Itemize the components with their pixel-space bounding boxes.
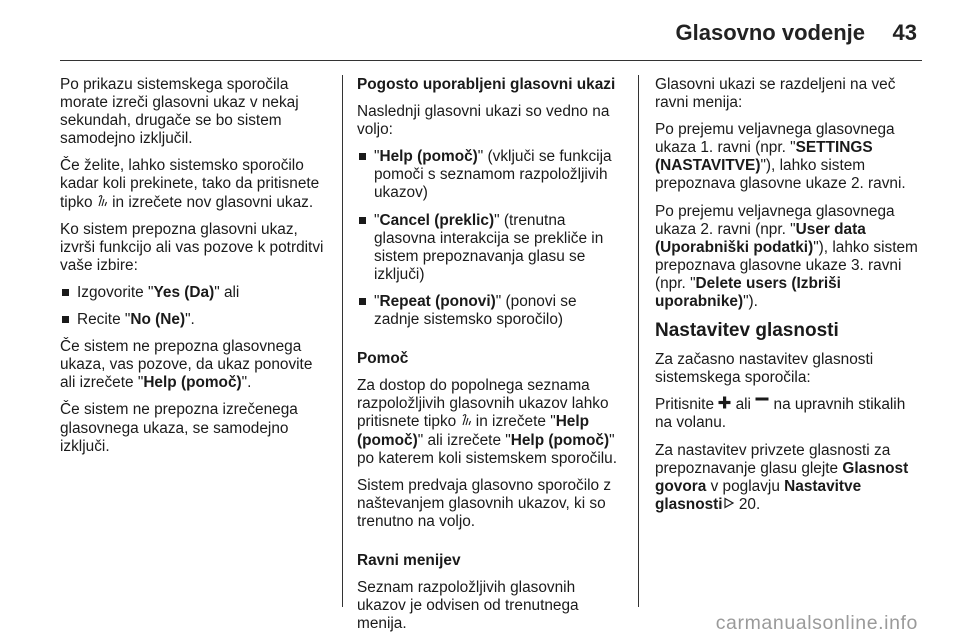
paragraph-text: " ali izrečete " — [417, 431, 511, 449]
bullet-icon — [359, 217, 366, 224]
paragraph — [655, 351, 921, 387]
paragraph — [655, 76, 921, 112]
command-name: Help (pomoč) — [357, 413, 590, 449]
paragraph-text: Za dostop do popolnega seznama razpoložljivih glasovnih ukazov lahko pritisnete tipko — [357, 377, 609, 431]
paragraph-text: Za nastavitev privzete glasnosti za prepoznavanje glasu glejte — [655, 441, 891, 477]
paragraph — [655, 203, 921, 312]
paragraph — [357, 579, 623, 633]
paragraph-text: ". — [241, 374, 252, 392]
command-name: Repeat (ponovi) — [379, 292, 496, 310]
list-item-text: " — [374, 148, 380, 166]
column-divider — [638, 75, 639, 607]
paragraph-text: Po prejemu veljavnega glasovnega ukaza 2. ravni (npr. " — [655, 202, 895, 238]
list-item-text: Izgovorite " — [77, 283, 154, 301]
command-name: Delete users (Izbriši uporabnike) — [655, 274, 841, 311]
command-name: Help (pomoč) — [379, 148, 478, 166]
paragraph-text: na upravnih stikalih na volanu. — [655, 396, 906, 432]
paragraph-text: ali — [731, 396, 756, 414]
command-name: Help (pomoč) — [143, 374, 242, 392]
paragraph — [60, 401, 326, 455]
list-item-text: " (vključi se funkcija pomoči s seznamom razpoložljivih ukazov) — [374, 148, 612, 202]
list-item-text: ". — [185, 311, 195, 329]
minus-icon — [755, 396, 769, 414]
bullet-icon — [62, 316, 69, 323]
column-1 — [60, 76, 326, 465]
column-3 — [655, 76, 921, 523]
page-reference-icon — [723, 496, 735, 514]
plus-icon — [718, 396, 731, 414]
paragraph-text: Za začasno nastavitev glasnosti sistemskega sporočila: — [655, 351, 874, 387]
paragraph — [655, 442, 921, 514]
paragraph — [357, 477, 623, 531]
paragraph-text: Pritisnite — [655, 396, 719, 414]
paragraph-text: Sistem predvaja glasovno sporočilo z naštevanjem glasovnih ukazov, ki so trenutno na voljo. — [357, 476, 612, 530]
paragraph — [655, 121, 921, 193]
paragraph-text: Po prikazu sistemskega sporočila morate izreči glasovni ukaz v nekaj sekundah, drugače se bo sistem samodejno izključil. — [60, 76, 299, 148]
paragraph-text: "). — [743, 293, 758, 311]
list-item-text: " — [374, 292, 380, 310]
list-item-text: " — [374, 211, 380, 229]
list-item — [60, 311, 326, 329]
list-item-text: Recite " — [77, 311, 131, 329]
bullet-icon — [359, 298, 366, 305]
voice-talk-icon — [461, 413, 472, 431]
paragraph — [60, 221, 326, 275]
paragraph — [655, 396, 921, 432]
section-heading: Ravni menijev — [357, 551, 461, 569]
bullet-icon — [359, 153, 366, 160]
command-name: Cancel (preklic) — [379, 211, 495, 229]
list-item — [357, 148, 623, 202]
section-title: Nastavitev glasnosti — [655, 320, 839, 342]
paragraph-text: Po prejemu veljavnega glasovnega ukaza 1. ravni (npr. " — [655, 121, 895, 157]
paragraph-text: 20. — [734, 495, 761, 513]
list-item-text: " ali — [214, 283, 240, 301]
section-heading: Pomoč — [357, 350, 409, 368]
reference-term: Nastavitve glasnosti — [655, 477, 862, 513]
paragraph-text: in izrečete nov glasovni ukaz. — [107, 193, 314, 211]
header-divider — [60, 60, 922, 61]
paragraph-text: "), lahko sistem prepoznava glasovne ukaze 2. ravni. — [655, 157, 906, 193]
bullet-icon — [62, 289, 69, 296]
column-2 — [357, 76, 623, 642]
command-name: Yes (Da) — [153, 283, 215, 301]
paragraph — [60, 76, 326, 148]
column-divider — [342, 75, 343, 607]
paragraph-text: Glasovni ukazi se razdeljeni na več ravni menija: — [655, 76, 896, 112]
list-item — [357, 293, 623, 329]
paragraph-text: Naslednji glasovni ukazi so vedno na voljo: — [357, 103, 610, 139]
paragraph-text: in izrečete " — [471, 413, 556, 431]
list-item-text: " (ponovi se zadnje sistemsko sporočilo) — [374, 292, 577, 329]
list-item-text: " (trenutna glasovna interakcija se prekliče in sistem prepoznavanja glasu se izključi) — [374, 211, 604, 283]
paragraph-text: v poglavju — [706, 477, 785, 495]
paragraph-text: " po katerem koli sistemskem sporočilu. — [357, 431, 618, 467]
paragraph — [357, 103, 623, 139]
voice-talk-icon — [97, 194, 108, 212]
page-number: 43 — [892, 20, 917, 45]
paragraph — [357, 377, 623, 467]
paragraph-text: Če sistem ne prepozna glasovnega ukaza, vas pozove, da ukaz ponovite ali izrečete " — [60, 338, 313, 392]
reference-term: Glasnost govora — [655, 459, 909, 495]
list-item — [357, 212, 623, 284]
chapter-title: Glasovno vodenje — [675, 20, 865, 45]
paragraph-text: Če sistem ne prepozna izrečenega glasovnega ukaza, se samodejno izključi. — [60, 401, 298, 455]
command-name: Help (pomoč) — [510, 431, 610, 449]
paragraph-text: Seznam razpoložljivih glasovnih ukazov je odvisen od trenutnega menija. — [357, 579, 579, 633]
list-item — [60, 284, 326, 302]
paragraph-text: "), lahko sistem prepoznava glasovne ukaze 3. ravni (npr. " — [655, 238, 918, 292]
command-name: SETTINGS (NASTAVITVE) — [655, 139, 873, 175]
command-name: No (Ne) — [130, 311, 186, 329]
site-watermark: carmanualsonline.info — [715, 612, 918, 634]
paragraph — [60, 157, 326, 211]
paragraph-text: Če želite, lahko sistemsko sporočilo kadar koli prekinete, tako da pritisnete tipko — [60, 157, 320, 211]
paragraph-text: Ko sistem prepozna glasovni ukaz, izvrši funkcijo ali vas pozove k potrditvi vaše izbire: — [60, 220, 324, 274]
section-heading: Pogosto uporabljeni glasovni ukazi — [357, 76, 616, 93]
command-name: User data (Uporabniški podatki) — [655, 220, 866, 256]
paragraph — [60, 338, 326, 392]
